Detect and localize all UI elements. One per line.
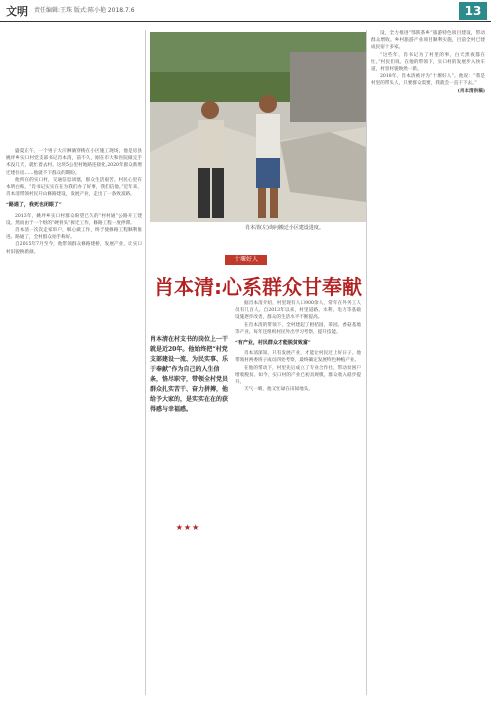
- author-credit: (肖本清供稿): [457, 88, 485, 94]
- news-photo: [150, 32, 366, 222]
- photo-caption: 肖本清(左)询问搬迁小区建设进度。: [245, 225, 324, 231]
- paragraph: “这些年，肖书记为了村里的事，白天黑夜都在忙。”村民们说。在他的带领下，实口村的发展步入快车道，村容村貌焕然一新。: [371, 52, 485, 73]
- pull-quote: [150, 335, 230, 415]
- pull-quote-text: 肖本清在村支书的岗位上一干就是近20年。他始终把“村党支部建设一流、为民实事、乐于奉献”作为自己的人生信条，恪尽职守，带领全村党员群众扎实苦干、奋力拼搏，他给予大家的，是实实在在的获得感与幸福感。: [150, 336, 229, 413]
- paragraph: 2013年，姚坪乡实口村群众盼望已久的“村村通”公路开工建设。然而由于一个组的“硬骨头”拆迁工作，修路工程一度停滞。: [6, 213, 142, 226]
- paragraph: 肖本清一次次走家串户，细心做工作，终于使修路工程顺利推进。路通了，全村群众拍手称好。: [6, 228, 142, 241]
- paragraph: 2018年，肖本清被评为“十堰好人”。他说：“我是村里的带头人，只要群众需要，我就会一直干下去。”: [371, 74, 485, 87]
- column-tag: 十堰好人: [225, 255, 267, 265]
- subheading: “路通了，我死也闭眼了”: [6, 202, 62, 209]
- article-column-2: [235, 300, 361, 693]
- paragraph: 他所在的实口村，交通信息闭塞，群众生活艰苦。村民心里有本明白账，“肖书记实实在在为我们办了好事，我们信他。”近年来，肖本清带领村民开山修路建设，发展产业，走出了一条致富路。: [6, 177, 142, 198]
- column-divider: [366, 30, 367, 695]
- paragraph: 天气一晴，他又忙碌在田间地头。: [244, 387, 313, 393]
- article-column-3: [371, 30, 485, 693]
- subheading: “有产业，村民群众才能脱贫致富”: [235, 340, 311, 347]
- editor-meta: 责任编辑:王珠 版式:陈小艳 2018.7.6: [34, 7, 135, 14]
- paragraph: 在肖本清的带领下，全村建起了柑桔园、茶园、香菇基地等产业。每年还组织村民外出学习考察，提升技能。: [235, 322, 361, 335]
- page-number: 13: [459, 2, 487, 20]
- decorative-stars: ★★★: [175, 523, 201, 532]
- paragraph: 肖本清深知，只有发展产业，才能让村民过上好日子。他带领村两委班子成员四处考察，最终确定发展特色种植产业。: [235, 351, 361, 364]
- article-column-1: [6, 148, 142, 693]
- page-header: [0, 0, 491, 22]
- section-brand: 文明: [6, 5, 28, 18]
- photo-illustration: [150, 32, 366, 222]
- paragraph: 自2015年7月至今，他带领群众修路建桥，发展产业，让实口村旧貌换新颜。: [6, 242, 142, 255]
- article-title: 肖本清:心系群众甘奉献: [154, 275, 362, 299]
- paragraph: 盛夏正午，一个男子大汗淋漓穿梭在小区施工现场，他是房县姚坪乡实口村党支部书记肖本清，前不久，刚在市大和医院做完手术没几天，就忙着去村。这块5公里村地路连接化,2020年群众新增迁建住房……他就不下群众的期盼。: [6, 149, 142, 176]
- paragraph: 在他的带动下，村里先后成立了专业合作社，带动贫困户增收脱贫。如今，实口村的产业已初具规模，群众收入稳步提升。: [235, 365, 361, 386]
- header-rule: [0, 21, 491, 22]
- paragraph: 据肖本清介绍，村里现有人口900余人，常年在外务工人员有几百人。自2013年以来，村里道路、水利、电力等基础设施逐步改善，群众的生活水平不断提高。: [235, 301, 361, 321]
- column-divider: [145, 30, 146, 695]
- paragraph: 设，全力推进“鄂陕茶乡”旅游特色项目建设，带动群众增收。乡村旅游产业项目顺利实施，目前全村已建成民宿十多家。: [371, 31, 485, 51]
